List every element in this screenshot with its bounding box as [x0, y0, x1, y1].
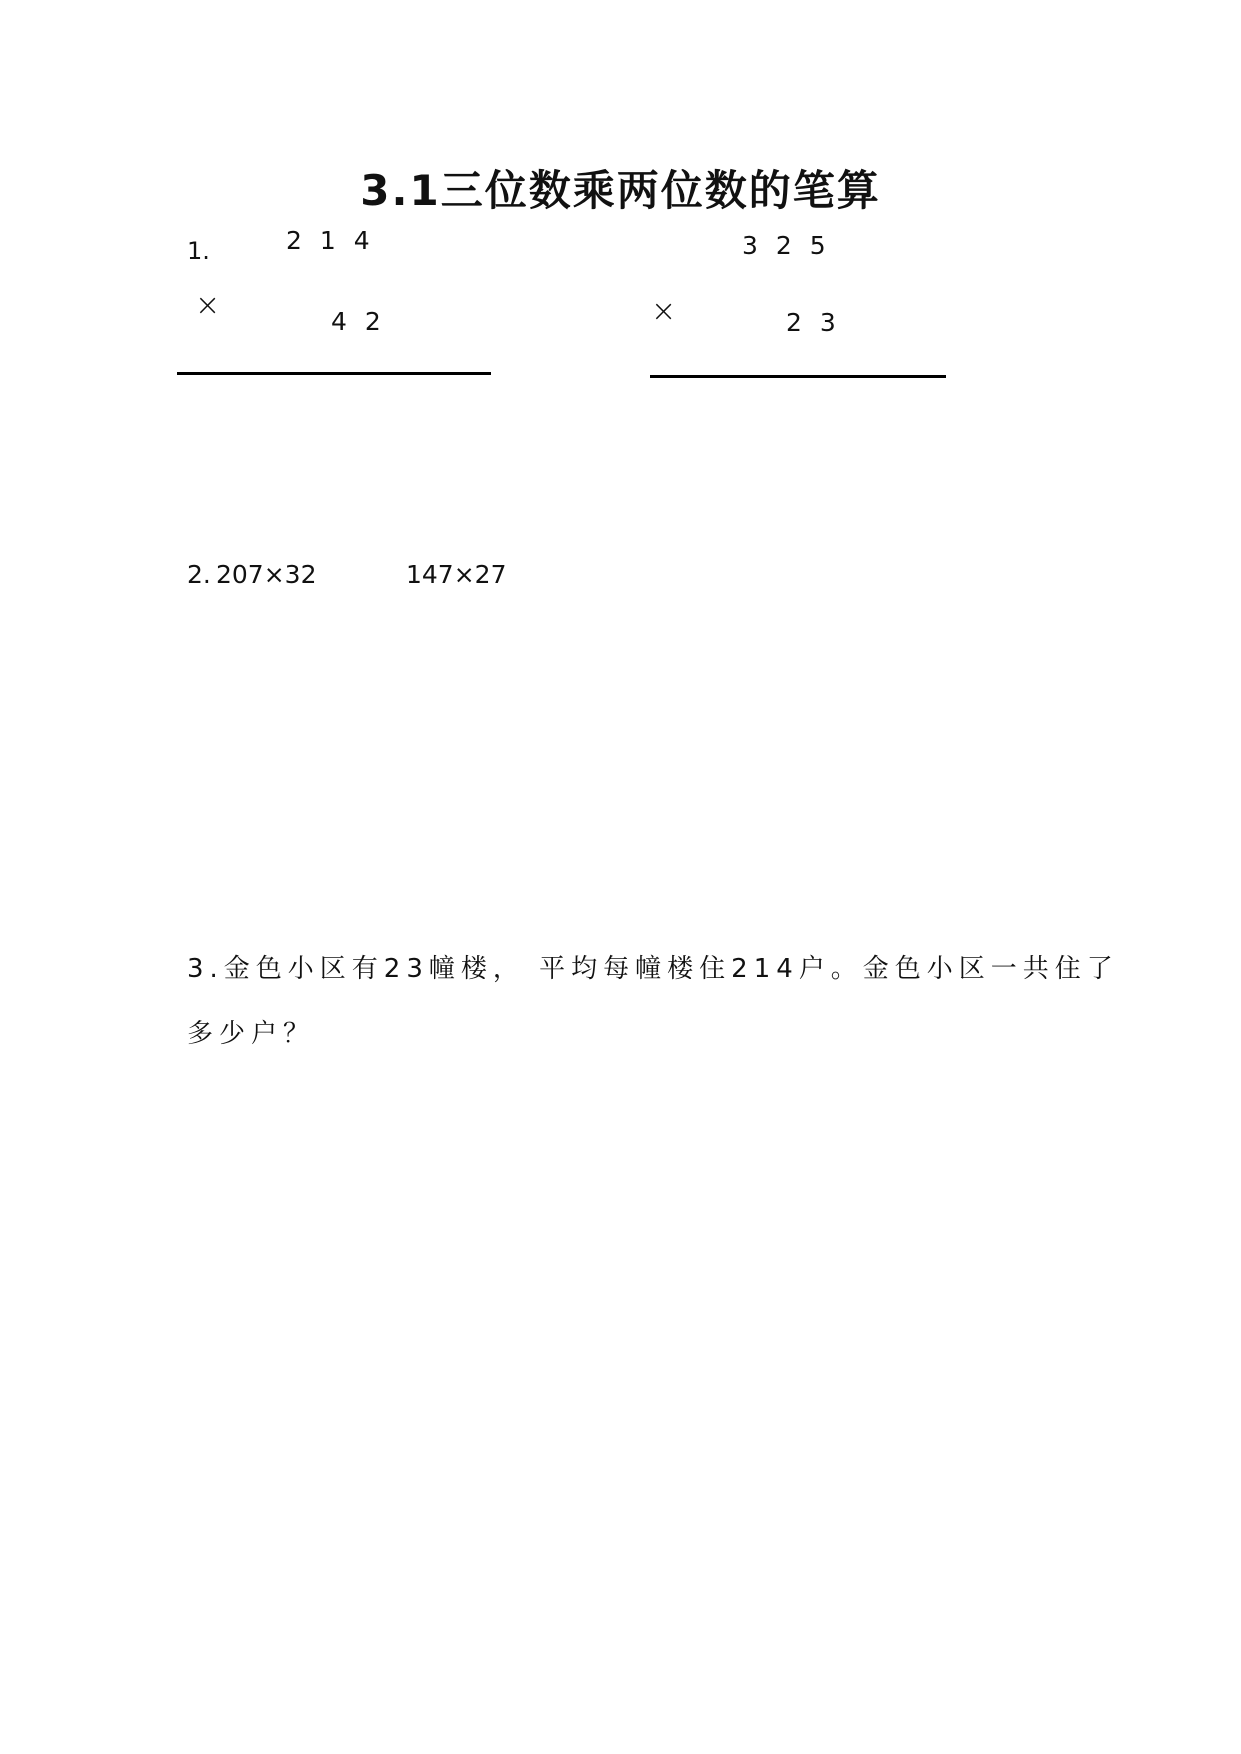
- problem-a-times-sign: ×: [195, 288, 221, 323]
- page-title: 3.1三位数乘两位数的笔算: [360, 166, 881, 215]
- question-3-line-2: 多少户？: [187, 1019, 316, 1049]
- problem-a-answer-line: [177, 372, 491, 375]
- problem-a-multiplier: 4 2: [331, 307, 381, 336]
- question-1-label: 1.: [187, 237, 210, 265]
- problem-a-multiplicand: 2 1 4: [286, 226, 370, 255]
- question-2-expression-b: 147×27: [406, 560, 507, 589]
- problem-b-answer-line: [650, 375, 946, 378]
- question-2-expression-a: 207×32: [216, 560, 317, 589]
- question-3-line-1: 3.金色小区有23幢楼， 平均每幢楼住214户。金色小区一共住了: [187, 954, 1119, 984]
- problem-b-multiplier: 2 3: [786, 308, 836, 337]
- problem-b-times-sign: ×: [651, 294, 677, 329]
- problem-b-multiplicand: 3 2 5: [742, 231, 826, 260]
- question-2-label: 2.: [187, 560, 211, 589]
